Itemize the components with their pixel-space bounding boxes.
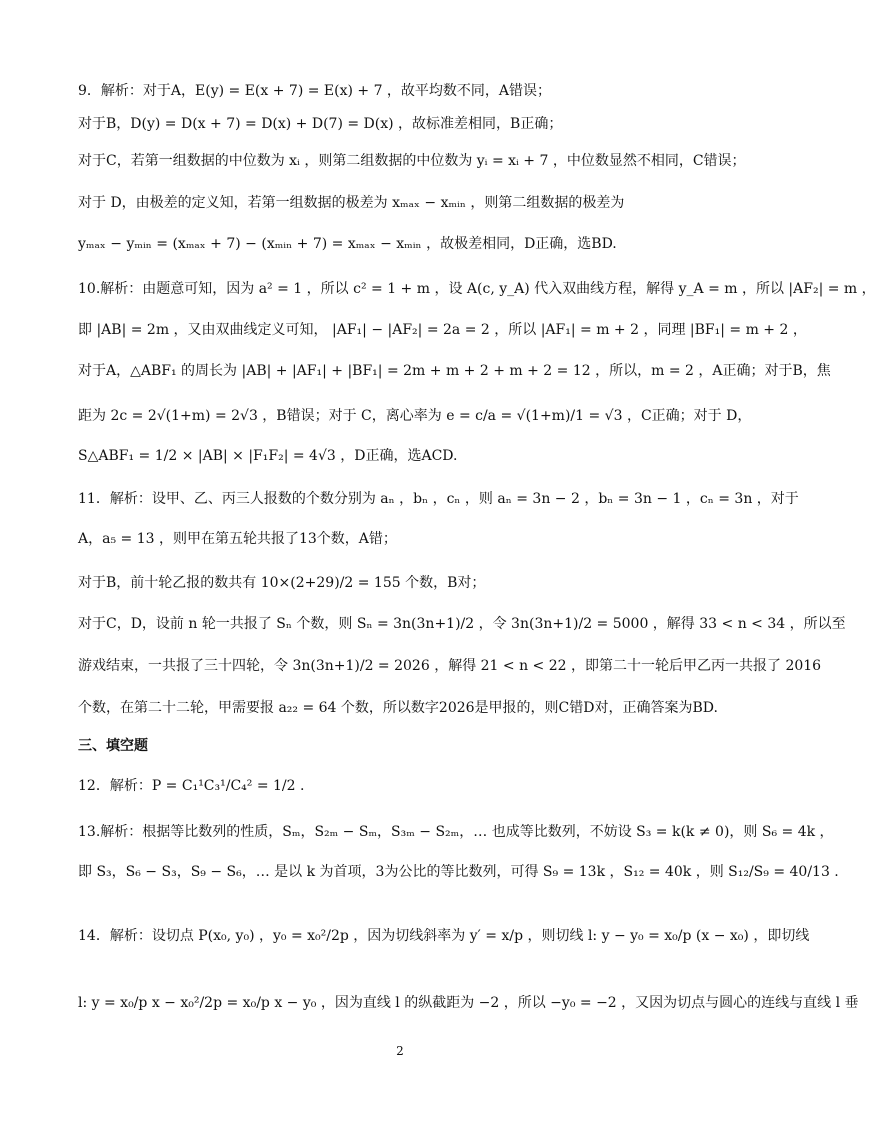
text-line: S△ABF₁ = 1/2 × |AB| × |F₁F₂| = 4√3 ，D正确，选ACD. xyxy=(78,448,458,464)
text-line: 个数，在第二十二轮，甲需要报 a₂₂ = 64 个数，所以数字2026是甲报的，则C错D对，正确答案为BD. xyxy=(78,700,718,716)
text-line: 对于C，若第一组数据的中位数为 xᵢ ，则第二组数据的中位数为 yᵢ = xᵢ + 7 ，中位数显然不相同，C错误； xyxy=(78,153,746,169)
text-line: 13.解析：根据等比数列的性质，Sₘ，S₂ₘ − Sₘ，S₃ₘ − S₂ₘ，… 也成等比数列，不妨设 S₃ = k(k ≠ 0)，则 S₆ = 4k ， xyxy=(78,824,834,840)
text-line: 对于A，△ABF₁ 的周长为 |AB| + |AF₁| + |BF₁| = 2m + m + 2 + m + 2 = 12 ，所以，m = 2 ，A正确；对于B，焦 xyxy=(78,363,831,379)
text-line: 对于B，前十轮乙报的数共有 10×(2+29)/2 = 155 个数，B对； xyxy=(78,575,486,591)
text-line: 即 S₃，S₆ − S₃，S₉ − S₆，… 是以 k 为首项，3为公比的等比数列，可得 S₉ = 13k ，S₁₂ = 40k ，则 S₁₂/S₉ = 40/13 . xyxy=(78,864,839,880)
text-line: 10.解析：由题意可知，因为 a² = 1 ，所以 c² = 1 + m ，设 A(c, y_A) 代入双曲线方程，解得 y_A = m ，所以 |AF₂| = m ， xyxy=(78,281,876,297)
text-line: 14．解析：设切点 P(x₀, y₀) ，y₀ = x₀²/2p ，因为切线斜率为 y′ = x/p ，则切线 l: y − y₀ = x₀/p (x − x₀) ，即切线 xyxy=(78,928,810,944)
section-heading: 三、填空题 xyxy=(78,738,148,754)
text-line: 对于B，D(y) = D(x + 7) = D(x) + D(7) = D(x) ，故标准差相同，B正确； xyxy=(78,116,563,132)
text-line: 距为 2c = 2√(1+m) = 2√3 ，B错误；对于 C，离心率为 e = c/a = √(1+m)/1 = √3 ，C正确；对于 D， xyxy=(78,408,752,424)
text-line: yₘₐₓ − yₘᵢₙ = (xₘₐₓ + 7) − (xₘᵢₙ + 7) = xₘₐₓ − xₘᵢₙ ，故极差相同，D正确，选BD. xyxy=(78,236,617,252)
text-line: 即 |AB| = 2m ，又由双曲线定义可知， |AF₁| − |AF₂| = 2a = 2 ，所以 |AF₁| = m + 2 ，同理 |BF₁| = m + 2 ， xyxy=(78,322,807,338)
text-line: 11．解析：设甲、乙、丙三人报数的个数分别为 aₙ ，bₙ ，cₙ ，则 aₙ = 3n − 2 ，bₙ = 3n − 1 ，cₙ = 3n ，对于 xyxy=(78,491,799,507)
text-line: l: y = x₀/p x − x₀²/2p = x₀/p x − y₀ ，因为直线 l 的纵截距为 −2 ，所以 −y₀ = −2 ，又因为切点与圆心的连线与直线 l 垂 xyxy=(78,995,859,1011)
text-line: 12．解析：P = C₁¹C₃¹/C₄² = 1/2 . xyxy=(78,778,305,794)
text-line: 游戏结束，一共报了三十四轮，令 3n(3n+1)/2 = 2026 ，解得 21 < n < 22 ，即第二十一轮后甲乙丙一共报了 2016 xyxy=(78,658,822,674)
text-line: 9．解析：对于A，E(y) = E(x + 7) = E(x) + 7 ，故平均数不同，A错误； xyxy=(78,83,552,99)
text-line: 对于C，D，设前 n 轮一共报了 Sₙ 个数，则 Sₙ = 3n(3n+1)/2 ，令 3n(3n+1)/2 = 5000 ，解得 33 < n < 34 ，所以至 xyxy=(78,616,846,632)
text-line: 对于 D，由极差的定义知，若第一组数据的极差为 xₘₐₓ − xₘᵢₙ ，则第二组数据的极差为 xyxy=(78,195,625,211)
page-number: 2 xyxy=(396,1044,404,1058)
text-line: A，a₅ = 13 ，则甲在第五轮共报了13个数，A错； xyxy=(78,531,397,547)
